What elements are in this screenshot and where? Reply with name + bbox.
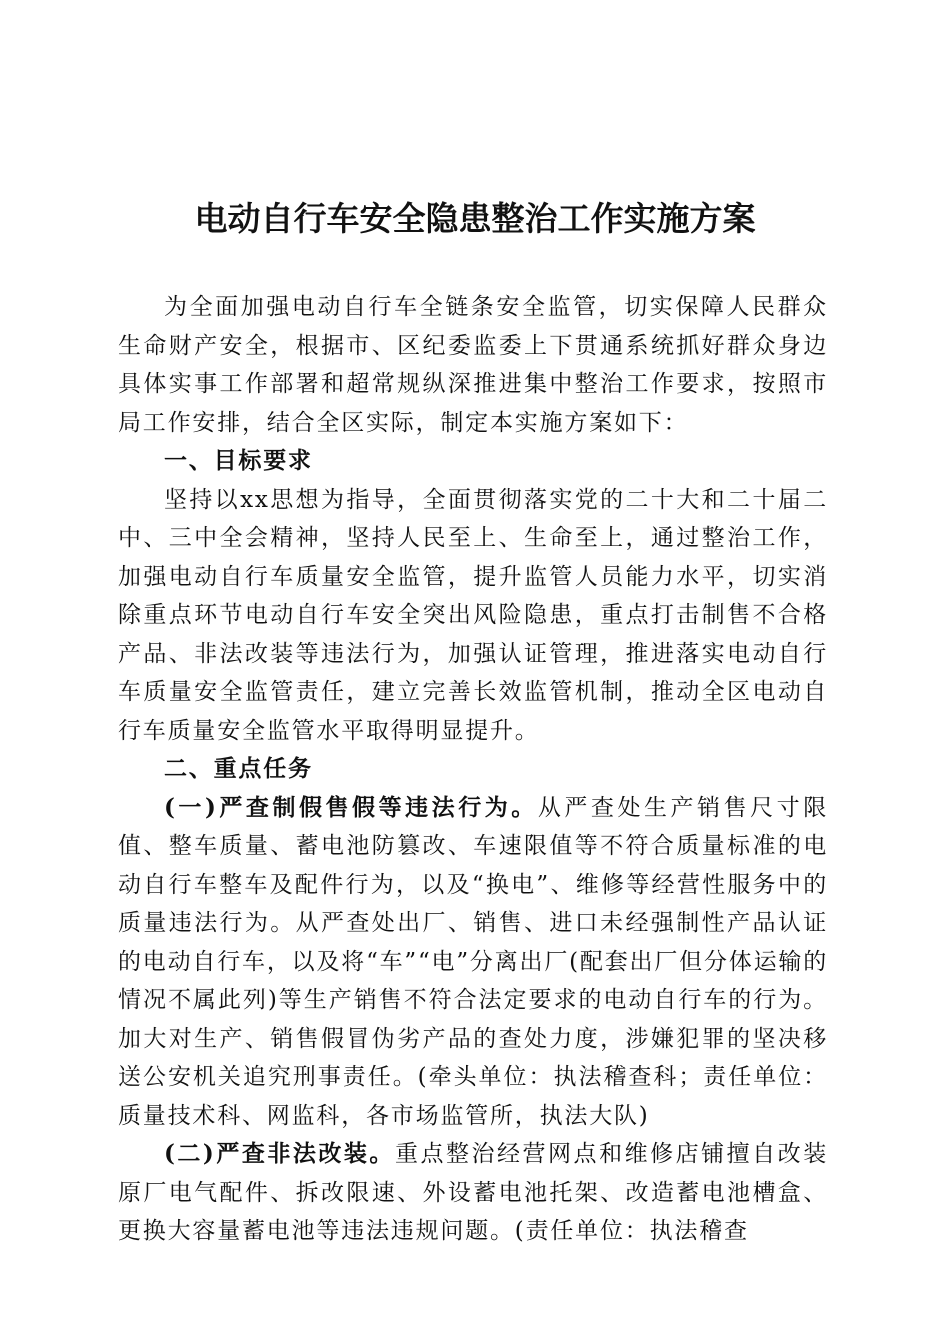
- task-item-2-lead: (二)严查非法改装。: [164, 1140, 395, 1167]
- section-heading-tasks: 二、重点任务: [164, 756, 313, 782]
- document-body: [118, 288, 828, 1251]
- task-item-1-text: 从严查处生产销售尺寸限值、整车质量、蓄电池防篡改、车速限值等不符合质量标准的电动自行车整车及配件行为，以及“换电”、维修等经营性服务中的质量违法行为。从严查处出厂、销售、进口未经强制性产品认证的电动自行车，以及将“车”“电”分离出厂(配套出厂但分体运输的情况不属此列)等生产销售不符合法定要求的电动自行车的行为。加大对生产、销售假冒伪劣产品的查处力度，涉嫌犯罪的坚决移送公安机关追究刑事责任。(牵头单位：执法稽查科；责任单位：质量技术科、网监科，各市场监管所，执法大队): [118, 794, 828, 1129]
- task-item-2: [118, 1135, 828, 1251]
- document-title: 电动自行车安全隐患整治工作实施方案: [194, 199, 756, 238]
- task-item-1: [118, 789, 828, 1136]
- task-item-2-text: 重点整治经营网点和维修店铺擅自改装原厂电气配件、拆改限速、外设蓄电池托架、改造蓄电池槽盒、更换大容量蓄电池等违法违规问题。(责任单位：执法稽查: [118, 1141, 828, 1244]
- goals-paragraph: 坚持以xx思想为指导，全面贯彻落实党的二十大和二十届二中、三中全会精神，坚持人民至上、生命至上，通过整治工作，加强电动自行车质量安全监管，提升监管人员能力水平，切实消除重点环节电动自行车安全突出风险隐患，重点打击制售不合格产品、非法改装等违法行为，加强认证管理，推进落实电动自行车质量安全监管责任，建立完善长效监管机制，推动全区电动自行车质量安全监管水平取得明显提升。: [118, 486, 828, 744]
- section-heading-goals: 一、目标要求: [164, 448, 313, 474]
- task-item-1-lead: (一)严查制假售假等违法行为。: [164, 793, 538, 821]
- intro-paragraph: 为全面加强电动自行车全链条安全监管，切实保障人民群众生命财产安全，根据市、区纪委监委上下贯通系统抓好群众身边具体实事工作部署和超常规纵深推进集中整治工作要求，按照市局工作安排，结合全区实际，制定本实施方案如下：: [118, 294, 828, 436]
